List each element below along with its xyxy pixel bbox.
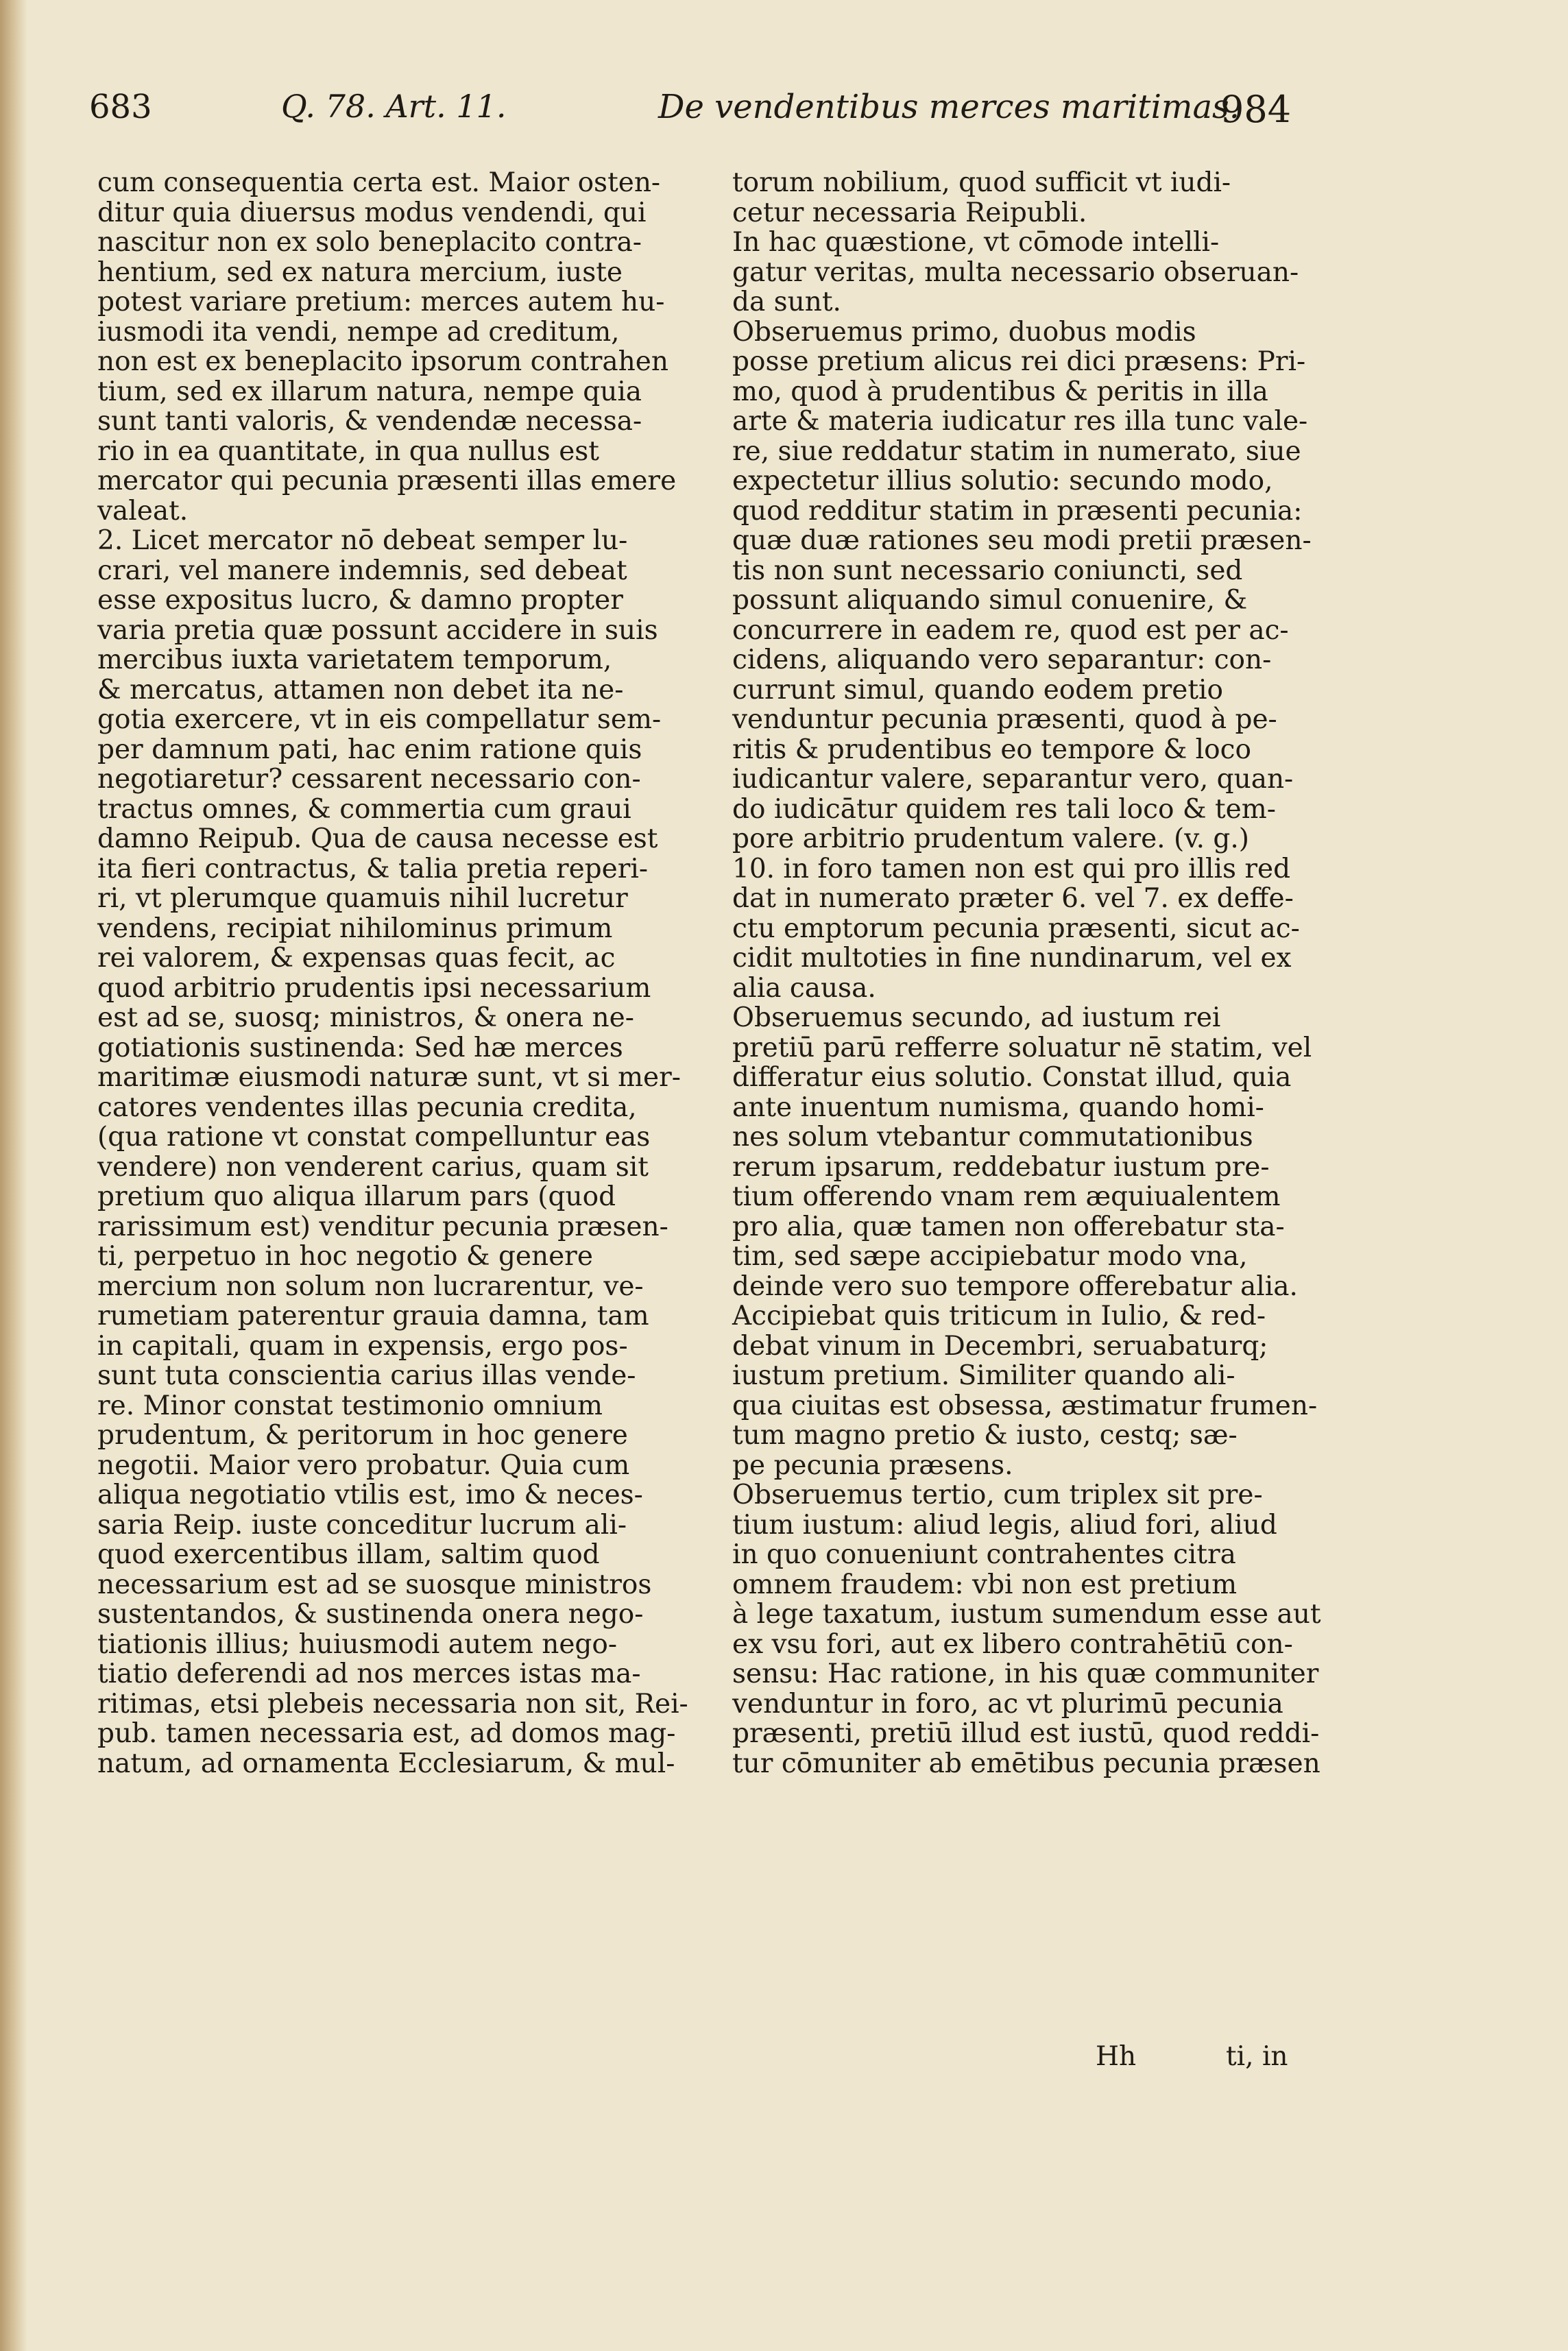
text-line: potest variare pretium: merces autem hu-: [97, 287, 665, 317]
text-line: non est ex beneplacito ipsorum contrahen: [97, 346, 668, 377]
text-line: re, siue reddatur statim in numerato, siue: [732, 435, 1301, 467]
text-line: arte & materia iudicatur res illa tunc vale-: [732, 406, 1308, 437]
text-line: ritis & prudentibus eo tempore & loco: [732, 734, 1251, 765]
text-line: cidens, aliquando vero separantur: con-: [732, 644, 1272, 675]
text-line: vendere) non venderent carius, quam sit: [97, 1151, 649, 1183]
text-line: in quo conueniunt contrahentes citra: [732, 1539, 1236, 1570]
text-line: ex vsu fori, aut ex libero contrahētiū con-: [732, 1628, 1293, 1660]
text-line: pro alia, quæ tamen non offerebatur sta-: [732, 1211, 1285, 1242]
text-line: à lege taxatum, iustum sumendum esse aut: [732, 1599, 1321, 1630]
text-line: do iudicātur quidem res tali loco & tem-: [732, 793, 1276, 825]
text-line: Obseruemus secundo, ad iustum rei: [732, 1002, 1221, 1033]
text-line: maritimæ eiusmodi naturæ sunt, vt si mer-: [97, 1062, 681, 1093]
text-line: esse expositus lucro, & damno propter: [97, 585, 623, 616]
text-line: ditur quia diuersus modus vendendi, qui: [97, 197, 647, 228]
text-line: iusmodi ita vendi, nempe ad creditum,: [97, 316, 620, 348]
text-line: 2. Licet mercator nō debeat semper lu-: [97, 525, 628, 556]
text-line: negotiaretur? cessarent necessario con-: [97, 764, 641, 795]
text-line: catores vendentes illas pecunia credita,: [97, 1092, 637, 1123]
text-line: rerum ipsarum, reddebatur iustum pre-: [732, 1151, 1270, 1183]
text-line: tium iustum: aliud legis, aliud fori, aliud: [732, 1509, 1277, 1541]
text-line: gotia exercere, vt in eis compellatur sem-: [97, 704, 662, 735]
text-line: deinde vero suo tempore offerebatur alia.: [732, 1270, 1298, 1302]
text-line: sustentandos, & sustinenda onera nego-: [97, 1599, 644, 1630]
running-header: [82, 88, 1508, 149]
text-line: per damnum pati, hac enim ratione quis: [97, 734, 642, 765]
text-line: valeat.: [97, 495, 189, 527]
text-line: alia causa.: [732, 972, 876, 1004]
text-line: pretium quo aliqua illarum pars (quod: [97, 1181, 616, 1212]
text-line: in capitali, quam in expensis, ergo pos-: [97, 1330, 628, 1362]
text-line: mercium non solum non lucrarentur, ve-: [97, 1270, 644, 1302]
text-line: saria Reip. iuste conceditur lucrum ali-: [97, 1509, 627, 1541]
text-line: quæ duæ rationes seu modi pretii præsen-: [732, 525, 1312, 556]
right-text-column: [732, 167, 1321, 1779]
text-line: tium offerendo vnam rem æquiualentem: [732, 1181, 1281, 1212]
text-line: rei valorem, & expensas quas fecit, ac: [97, 943, 616, 974]
text-line: tiationis illius; huiusmodi autem nego-: [97, 1628, 618, 1660]
text-line: 10. in foro tamen non est qui pro illis red: [732, 853, 1291, 884]
left-text-column: [97, 167, 688, 1779]
text-line: necessarium est ad se suosque ministros: [97, 1569, 652, 1600]
text-line: da sunt.: [732, 287, 841, 317]
text-line: differatur eius solutio. Constat illud, quia: [732, 1062, 1292, 1093]
text-line: dat in numerato præter 6. vel 7. ex deffe-: [732, 883, 1294, 914]
text-line: rumetiam paterentur grauia damna, tam: [97, 1301, 649, 1331]
running-title: De vendentibus merces maritimas.: [658, 88, 1240, 126]
text-line: præsenti, pretiū illud est iustū, quod reddi-: [732, 1718, 1320, 1749]
text-line: torum nobilium, quod sufficit vt iudi-: [732, 167, 1231, 198]
text-line: (qua ratione vt constat compelluntur eas: [97, 1122, 651, 1153]
text-line: iudicantur valere, separantur vero, quan-: [732, 764, 1294, 795]
text-line: ctu emptorum pecunia præsenti, sicut ac-: [732, 913, 1300, 944]
text-line: tractus omnes, & commertia cum graui: [97, 793, 631, 825]
text-line: tim, sed sæpe accipiebatur modo vna,: [732, 1241, 1248, 1272]
text-line: vendens, recipiat nihilominus primum: [97, 913, 613, 944]
text-line: ritimas, etsi plebeis necessaria non sit, Rei-: [97, 1688, 688, 1720]
text-line: venduntur pecunia præsenti, quod à pe-: [732, 704, 1277, 735]
text-line: ita fieri contractus, & talia pretia reperi-: [97, 853, 649, 884]
text-line: tum magno pretio & iusto, cestq; sæ-: [732, 1420, 1238, 1451]
text-line: omnem fraudem: vbi non est pretium: [732, 1569, 1238, 1600]
text-line: varia pretia quæ possunt accidere in suis: [97, 614, 658, 646]
binding-gutter: [0, 0, 27, 2351]
text-line: Obseruemus primo, duobus modis: [732, 316, 1196, 348]
text-line: negotii. Maior vero probatur. Quia cum: [97, 1449, 630, 1481]
text-line: tis non sunt necessario coniuncti, sed: [732, 555, 1243, 586]
text-line: rarissimum est) venditur pecunia præsen-: [97, 1211, 668, 1242]
text-line: mercator qui pecunia præsenti illas emere: [97, 466, 677, 496]
text-line: sensu: Hac ratione, in his quæ communiter: [732, 1659, 1319, 1689]
text-line: gatur veritas, multa necessario obseruan-: [732, 256, 1299, 288]
text-line: pub. tamen necessaria est, ad domos mag-: [97, 1718, 676, 1749]
text-line: re. Minor constat testimonio omnium: [97, 1390, 603, 1421]
text-line: In hac quæstione, vt cōmode intelli-: [732, 227, 1220, 258]
text-line: posse pretium alicus rei dici præsens: Pri-: [732, 346, 1306, 377]
text-line: Accipiebat quis triticum in Iulio, & red-: [732, 1301, 1266, 1331]
text-line: ante inuentum numisma, quando homi-: [732, 1092, 1264, 1123]
text-line: qua ciuitas est obsessa, æstimatur frumen-: [732, 1390, 1318, 1421]
text-line: cum consequentia certa est. Maior osten-: [97, 167, 661, 198]
catchword: ti, in: [1226, 2041, 1288, 2072]
text-line: mo, quod à prudentibus & peritis in illa: [732, 376, 1268, 407]
page-number-left: 683: [89, 88, 152, 126]
text-line: quod arbitrio prudentis ipsi necessarium: [97, 972, 651, 1004]
text-line: iustum pretium. Similiter quando ali-: [732, 1360, 1235, 1391]
text-line: venduntur in foro, ac vt plurimū pecunia: [732, 1688, 1283, 1720]
signature-mark: Hh: [1096, 2041, 1137, 2072]
text-line: gotiationis sustinenda: Sed hæ merces: [97, 1032, 623, 1063]
question-article-ref: Q. 78. Art. 11.: [281, 88, 507, 125]
text-line: crari, vel manere indemnis, sed debeat: [97, 555, 627, 586]
text-line: ri, vt plerumque quamuis nihil lucretur: [97, 883, 628, 914]
text-line: aliqua negotiatio vtilis est, imo & neces-: [97, 1480, 643, 1510]
text-line: nascitur non ex solo beneplacito contra-: [97, 227, 642, 258]
text-line: pe pecunia præsens.: [732, 1449, 1013, 1481]
text-line: prudentum, & peritorum in hoc genere: [97, 1420, 628, 1451]
text-line: mercibus iuxta varietatem temporum,: [97, 644, 612, 675]
text-line: Obseruemus tertio, cum triplex sit pre-: [732, 1480, 1263, 1510]
text-line: quod exercentibus illam, saltim quod: [97, 1539, 600, 1570]
text-line: ti, perpetuo in hoc negotio & genere: [97, 1241, 593, 1272]
text-line: cetur necessaria Reipubli.: [732, 197, 1087, 228]
text-line: pore arbitrio prudentum valere. (v. g.): [732, 823, 1249, 854]
text-line: hentium, sed ex natura mercium, iuste: [97, 256, 623, 288]
text-line: & mercatus, attamen non debet ita ne-: [97, 674, 624, 706]
text-line: rio in ea quantitate, in qua nullus est: [97, 435, 599, 467]
text-line: possunt aliquando simul conuenire, &: [732, 585, 1248, 616]
text-line: tium, sed ex illarum natura, nempe quia: [97, 376, 642, 407]
text-line: currunt simul, quando eodem pretio: [732, 674, 1223, 706]
text-line: sunt tanti valoris, & vendendæ necessa-: [97, 406, 642, 437]
text-line: est ad se, suosq; ministros, & onera ne-: [97, 1002, 634, 1033]
text-line: quod redditur statim in præsenti pecunia:: [732, 495, 1303, 527]
text-line: natum, ad ornamenta Ecclesiarum, & mul-: [97, 1748, 675, 1779]
text-line: damno Reipub. Qua de causa necesse est: [97, 823, 658, 854]
text-line: pretiū parū refferre soluatur nē statim, vel: [732, 1032, 1312, 1063]
text-line: expectetur illius solutio: secundo modo,: [732, 466, 1273, 496]
page-number-right: 984: [1220, 88, 1292, 131]
text-line: tiatio deferendi ad nos merces istas ma-: [97, 1659, 641, 1689]
text-line: concurrere in eadem re, quod est per ac-: [732, 614, 1289, 646]
text-line: cidit multoties in fine nundinarum, vel ex: [732, 943, 1292, 974]
text-line: tur cōmuniter ab emētibus pecunia præsen: [732, 1748, 1320, 1779]
text-line: sunt tuta conscientia carius illas vende-: [97, 1360, 636, 1391]
text-line: nes solum vtebantur commutationibus: [732, 1122, 1253, 1153]
text-line: debat vinum in Decembri, seruabaturq;: [732, 1330, 1268, 1362]
